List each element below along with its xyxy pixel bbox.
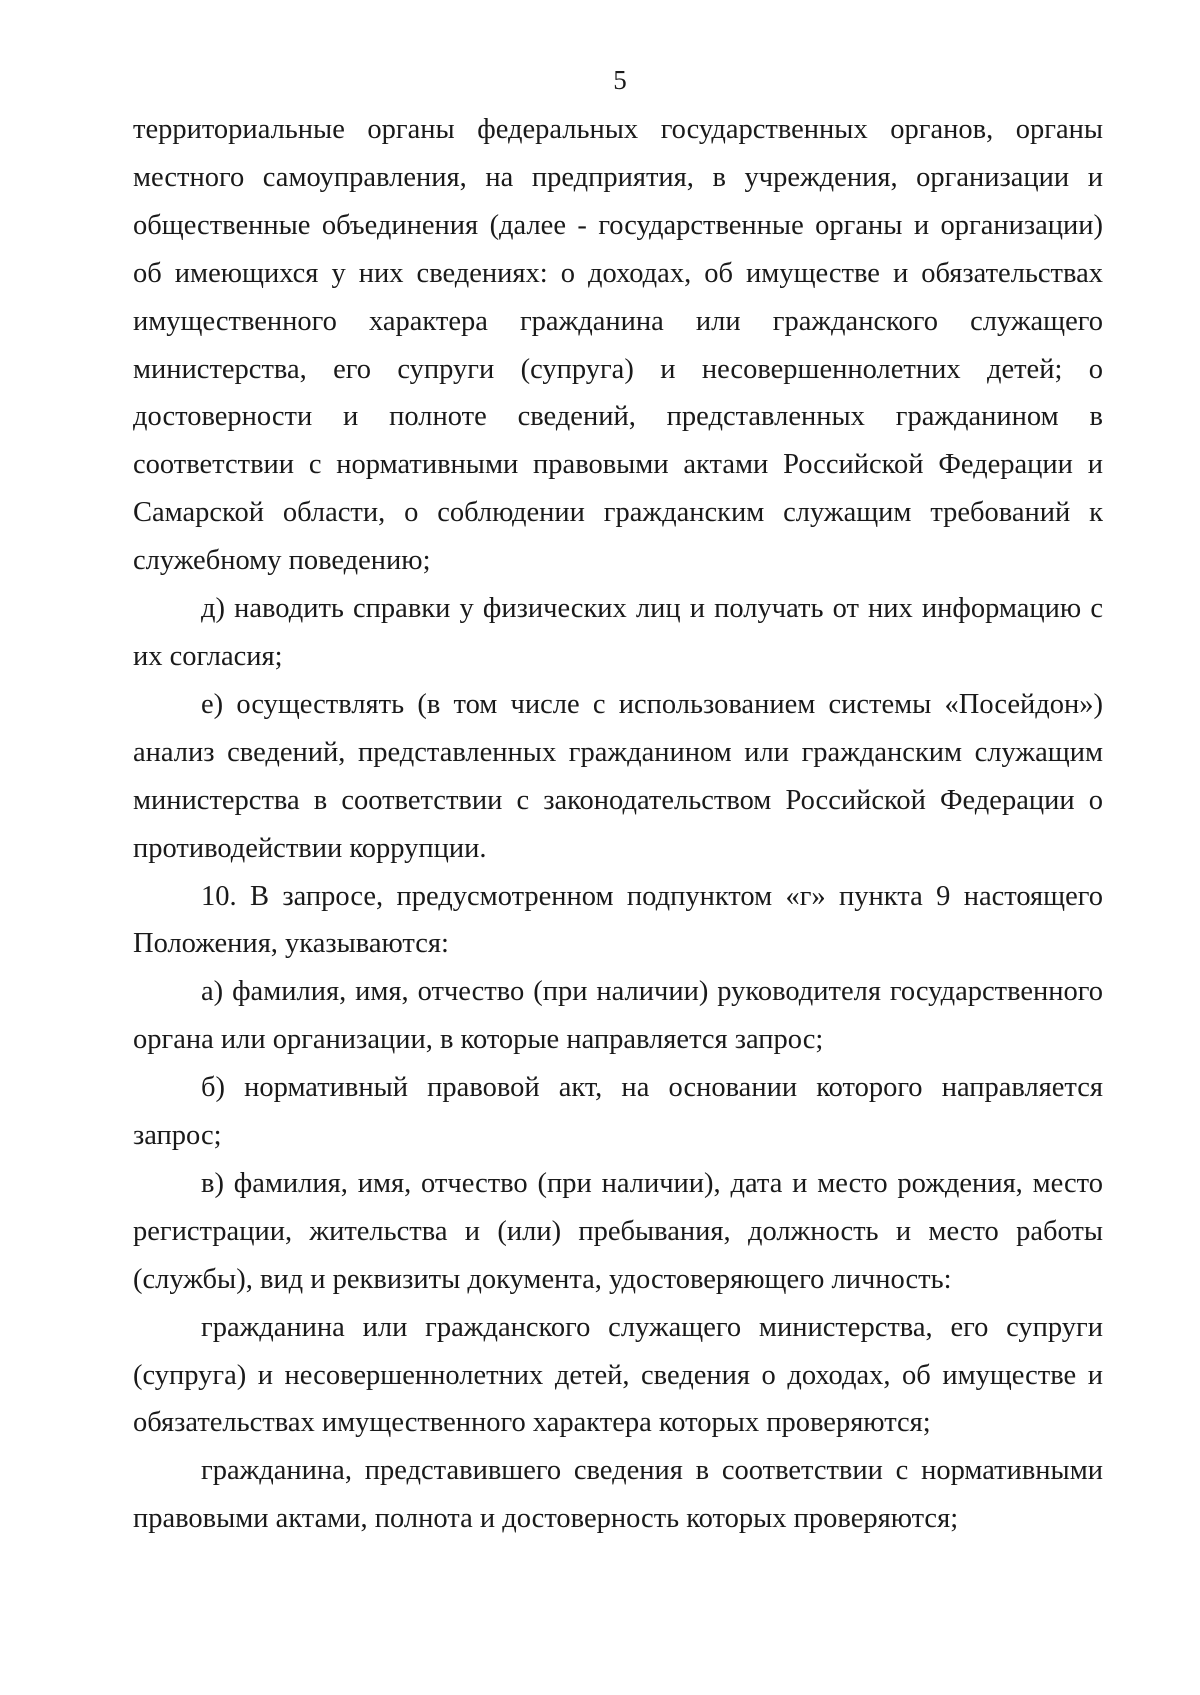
- paragraph-clause-10-a: а) фамилия, имя, отчество (при наличии) руководителя государственного органа или организации, в которые направляется запрос;: [133, 976, 1103, 1056]
- paragraph-item-e: е) осуществлять (в том числе с использованием системы «Посейдон») анализ сведений, представленных гражданином или гражданским служащим министерства в соответствии с законодательством Российской Федерации о противодействии коррупции.: [133, 688, 1103, 864]
- document-body: [133, 106, 1103, 1543]
- paragraph-clause-10-v: в) фамилия, имя, отчество (при наличии), дата и место рождения, место регистрации, жительства и (или) пребывания, должность и место работы (службы), вид и реквизиты документа, удостоверяющего личность:: [133, 1167, 1103, 1295]
- paragraph-clause-10: 10. В запросе, предусмотренном подпунктом «г» пункта 9 настоящего Положения, указываются:: [133, 880, 1103, 960]
- paragraph-request-recipients: территориальные органы федеральных государственных органов, органы местного самоуправления, на предприятия, в учреждения, организации и общественные объединения (далее - государственные органы и организации) об имеющихся у них сведениях: о доходах, об имуществе и обязательствах имущественного характера гражданина или гражданского служащего министерства, его супруги (супруга) и несовершеннолетних детей; о достоверности и полноте сведений, представленных гражданином в соответствии с нормативными правовыми актами Российской Федерации и Самарской области, о соблюдении гражданским служащим требований к служебному поведению;: [133, 114, 1103, 577]
- paragraph-citizen-submitted: гражданина, представившего сведения в соответствии с нормативными правовыми актами, полнота и достоверность которых проверяются;: [133, 1455, 1103, 1535]
- paragraph-item-d: д) наводить справки у физических лиц и получать от них информацию с их согласия;: [133, 593, 1103, 672]
- paragraph-citizen-or-servant: гражданина или гражданского служащего министерства, его супруги (супруга) и несовершеннолетних детей, сведения о доходах, об имуществе и обязательствах имущественного характера которых проверяются;: [133, 1311, 1103, 1439]
- page-number: 5: [613, 65, 627, 95]
- paragraph-clause-10-b: б) нормативный правовой акт, на основании которого направляется запрос;: [133, 1072, 1103, 1152]
